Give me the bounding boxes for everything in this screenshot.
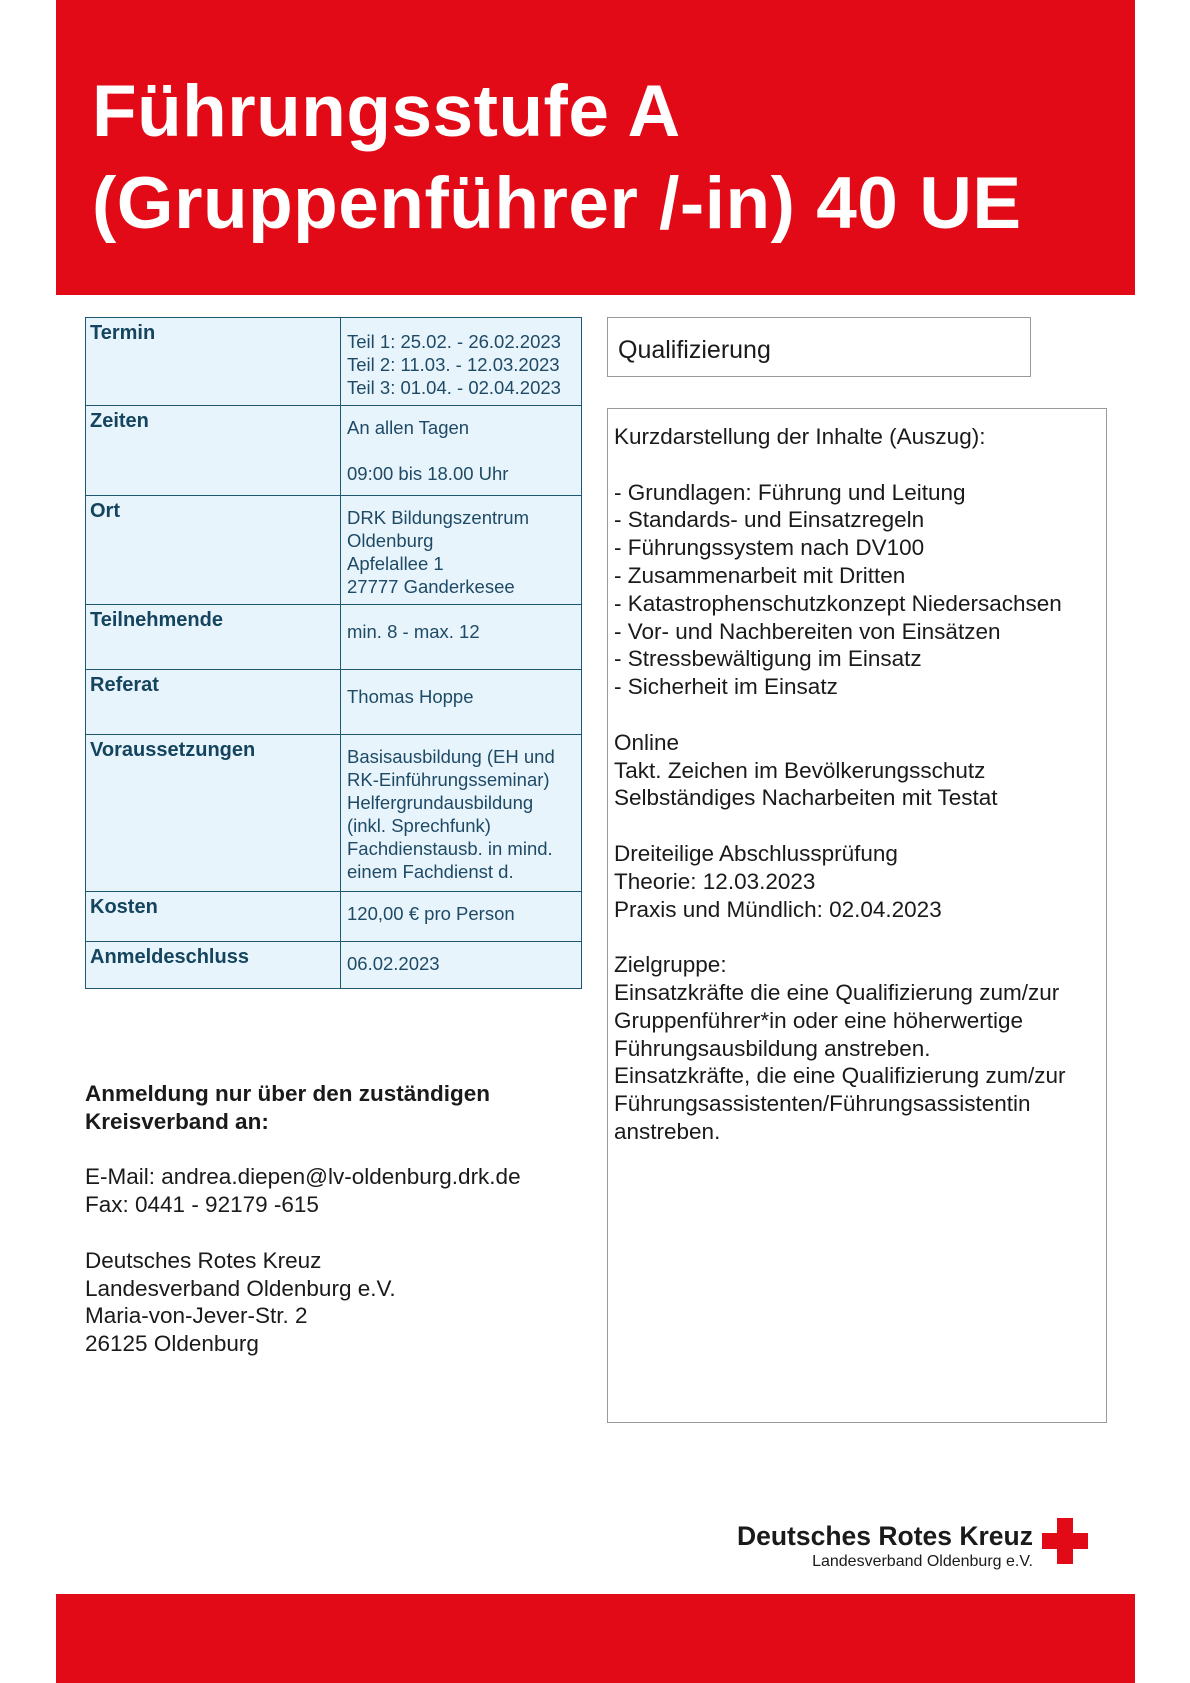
- address-line: Deutsches Rotes Kreuz: [85, 1247, 322, 1273]
- value-line: Apfelallee 1: [347, 553, 444, 574]
- exam-line: Dreiteilige Abschlussprüfung: [614, 840, 898, 866]
- value-line: Fachdienstausb. in mind.: [347, 838, 553, 859]
- topic-item: - Führungssystem nach DV100: [614, 535, 925, 561]
- target-line: Führungsassistenten/Führungsassistentin: [614, 1091, 1031, 1117]
- table-row-zeiten: [86, 406, 582, 496]
- title-line-2: (Gruppenführer /-in) 40 UE: [92, 163, 1022, 244]
- topic-item: - Vor- und Nachbereiten von Einsätzen: [614, 618, 1001, 644]
- value-line: Oldenburg: [347, 530, 434, 551]
- topic-item: - Sicherheit im Einsatz: [614, 674, 838, 700]
- row-value: [341, 892, 582, 942]
- target-line: Führungsausbildung anstreben.: [614, 1035, 931, 1061]
- row-label: Teilnehmende: [86, 605, 341, 670]
- qualification-heading: Qualifizierung: [618, 336, 771, 364]
- row-value: [341, 735, 582, 892]
- value-line: Teil 3: 01.04. - 02.04.2023: [347, 377, 561, 398]
- registration-heading-2: Kreisverband an:: [85, 1108, 269, 1134]
- target-line: Einsatzkräfte die eine Qualifizierung zum/zur: [614, 979, 1060, 1005]
- value-line: DRK Bildungszentrum: [347, 507, 529, 528]
- address-line: 26125 Oldenburg: [85, 1331, 259, 1357]
- row-value: [341, 670, 582, 735]
- online-line: Selbständiges Nacharbeiten mit Testat: [614, 785, 998, 811]
- row-label: Termin: [86, 318, 341, 406]
- table-row-voraussetzungen: [86, 735, 582, 892]
- value-line: Basisausbildung (EH und: [347, 746, 555, 767]
- red-cross-icon: [1042, 1518, 1088, 1564]
- row-label: Referat: [86, 670, 341, 735]
- value-line: RK-Einführungsseminar): [347, 769, 550, 790]
- target-line: Zielgruppe:: [614, 952, 727, 978]
- topic-item: - Stressbewältigung im Einsatz: [614, 646, 922, 672]
- contents-intro: Kurzdarstellung der Inhalte (Auszug):: [614, 424, 986, 449]
- row-value: [341, 496, 582, 605]
- value-line: Thomas Hoppe: [347, 686, 474, 707]
- row-value: [341, 942, 582, 989]
- registration-section: [85, 1080, 605, 1358]
- value-line: 09:00 bis 18.00 Uhr: [347, 463, 509, 484]
- value-line: An allen Tagen: [347, 417, 470, 438]
- value-line: min. 8 - max. 12: [347, 621, 480, 642]
- online-line: Takt. Zeichen im Bevölkerungsschutz: [614, 757, 986, 783]
- logo-name: Deutsches Rotes Kreuz: [736, 1521, 1033, 1551]
- table-row-termin: [86, 318, 582, 406]
- row-label: Anmeldeschluss: [86, 942, 341, 989]
- value-line: Teil 2: 11.03. - 12.03.2023: [347, 354, 560, 375]
- footer-band: [56, 1594, 1135, 1683]
- value-line: einem Fachdienst d.: [347, 861, 514, 882]
- value-line: 120,00 € pro Person: [347, 903, 515, 924]
- online-line: Online: [614, 729, 680, 755]
- table-row-referat: [86, 670, 582, 735]
- table-row-kosten: [86, 892, 582, 942]
- row-label: Ort: [86, 496, 341, 605]
- topic-item: - Standards- und Einsatzregeln: [614, 507, 925, 533]
- address-line: Landesverband Oldenburg e.V.: [85, 1275, 396, 1301]
- topic-item: - Katastrophenschutzkonzept Niedersachsen: [614, 590, 1062, 616]
- topic-item: - Zusammenarbeit mit Dritten: [614, 562, 906, 588]
- value-line: Teil 1: 25.02. - 26.02.2023: [347, 331, 561, 352]
- value-line: (inkl. Sprechfunk): [347, 815, 491, 836]
- exam-line: Praxis und Mündlich: 02.04.2023: [614, 896, 942, 922]
- value-line: Helfergrundausbildung: [347, 792, 534, 813]
- address-line: Maria-von-Jever-Str. 2: [85, 1303, 308, 1329]
- header-band: [56, 0, 1135, 295]
- row-label: Voraussetzungen: [86, 735, 341, 892]
- drk-logo: [700, 1515, 1100, 1575]
- exam-line: Theorie: 12.03.2023: [614, 868, 816, 894]
- registration-fax: Fax: 0441 - 92179 -615: [85, 1192, 319, 1218]
- title-line-1: Führungsstufe A: [92, 71, 681, 152]
- course-info-table: [85, 317, 582, 989]
- course-contents-box: [607, 408, 1107, 1423]
- table-row-teilnehmende: [86, 605, 582, 670]
- target-line: Gruppenführer*in oder eine höherwertige: [614, 1007, 1024, 1033]
- value-line: 06.02.2023: [347, 953, 440, 974]
- row-value: [341, 406, 582, 496]
- target-line: Einsatzkräfte, die eine Qualifizierung zum/zur: [614, 1063, 1066, 1089]
- topic-item: - Grundlagen: Führung und Leitung: [614, 479, 966, 505]
- row-value: [341, 605, 582, 670]
- table-row-anmeldeschluss: [86, 942, 582, 989]
- row-label: Zeiten: [86, 406, 341, 496]
- logo-subtitle: Landesverband Oldenburg e.V.: [812, 1553, 1033, 1570]
- page-title: [92, 66, 1022, 250]
- registration-email[interactable]: E-Mail: andrea.diepen@lv-oldenburg.drk.de: [85, 1164, 521, 1190]
- registration-heading-1: Anmeldung nur über den zuständigen: [85, 1081, 490, 1106]
- qualification-box: [607, 317, 1031, 377]
- row-label: Kosten: [86, 892, 341, 942]
- row-value: [341, 318, 582, 406]
- target-line: anstreben.: [614, 1118, 721, 1144]
- value-line: 27777 Ganderkesee: [347, 576, 515, 597]
- table-row-ort: [86, 496, 582, 605]
